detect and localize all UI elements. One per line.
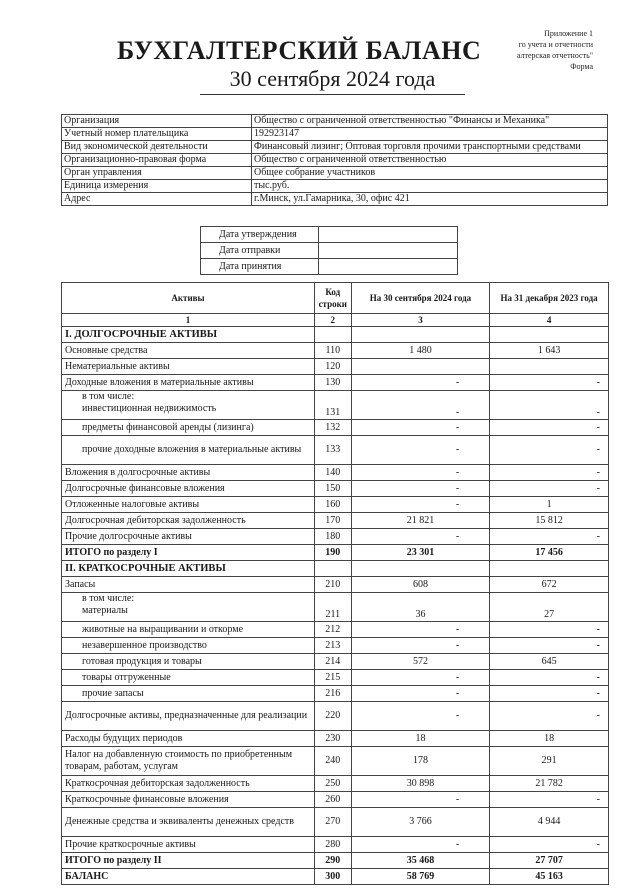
value-previous: 27 <box>490 593 609 622</box>
value-current: 178 <box>351 747 490 776</box>
row-label: Долгосрочная дебиторская задолженность <box>62 513 315 529</box>
balance-sheet-table <box>61 282 609 885</box>
row-label: животные на выращивании и откорме <box>62 622 315 638</box>
value-current <box>351 561 490 577</box>
row-label: Расходы будущих периодов <box>62 731 315 747</box>
table-row <box>62 391 609 420</box>
value-previous: - <box>490 481 609 497</box>
table-row <box>62 776 609 792</box>
row-code: 150 <box>314 481 351 497</box>
row-code: 132 <box>314 420 351 436</box>
value-current: - <box>351 497 490 513</box>
row-code: 170 <box>314 513 351 529</box>
row-code: 130 <box>314 375 351 391</box>
row-code: 260 <box>314 792 351 808</box>
row-label: I. ДОЛГОСРОЧНЫЕ АКТИВЫ <box>62 327 315 343</box>
row-label: предметы финансовой аренды (лизинга) <box>62 420 315 436</box>
table-row <box>62 375 609 391</box>
value-previous: - <box>490 375 609 391</box>
date-row <box>201 259 458 275</box>
row-code: 210 <box>314 577 351 593</box>
table-row <box>62 465 609 481</box>
info-value: 192923147 <box>252 128 608 141</box>
info-value: Общество с ограниченной ответственностью "Финансы и Механика" <box>252 115 608 128</box>
col-header-current: На 30 сентября 2024 года <box>351 283 490 314</box>
row-code: 214 <box>314 654 351 670</box>
info-row <box>62 167 608 180</box>
value-current: - <box>351 792 490 808</box>
date-value <box>319 243 458 259</box>
row-code: 190 <box>314 545 351 561</box>
row-label: прочие доходные вложения в материальные активы <box>62 436 315 465</box>
table-row <box>62 837 609 853</box>
info-row <box>62 154 608 167</box>
row-code: 240 <box>314 747 351 776</box>
section-header-row <box>62 327 609 343</box>
table-row <box>62 513 609 529</box>
table-row <box>62 622 609 638</box>
value-previous: 672 <box>490 577 609 593</box>
value-previous: - <box>490 638 609 654</box>
table-row <box>62 436 609 465</box>
info-key: Учетный номер плательщика <box>62 128 252 141</box>
info-value: Финансовый лизинг; Оптовая торговля прочими транспортными средствами <box>252 141 608 154</box>
row-code <box>314 327 351 343</box>
value-previous: 15 812 <box>490 513 609 529</box>
value-current: 608 <box>351 577 490 593</box>
value-current: 36 <box>351 593 490 622</box>
value-current: - <box>351 481 490 497</box>
col-index: 4 <box>490 314 609 327</box>
row-code: 110 <box>314 343 351 359</box>
row-label: Денежные средства и эквиваленты денежных средств <box>62 808 315 837</box>
table-row <box>62 792 609 808</box>
row-label: ИТОГО по разделу I <box>62 545 315 561</box>
value-previous: - <box>490 702 609 731</box>
value-current: 35 468 <box>351 853 490 869</box>
value-current: 572 <box>351 654 490 670</box>
row-code: 212 <box>314 622 351 638</box>
row-code: 133 <box>314 436 351 465</box>
organization-info-table <box>61 114 608 206</box>
row-code: 300 <box>314 869 351 885</box>
appendix-line: Приложение 1 <box>544 29 593 38</box>
info-row <box>62 128 608 141</box>
row-code: 290 <box>314 853 351 869</box>
value-current: - <box>351 420 490 436</box>
date-row <box>201 227 458 243</box>
row-code: 211 <box>314 593 351 622</box>
row-label: Прочие долгосрочные активы <box>62 529 315 545</box>
row-label: Долгосрочные активы, предназначенные для реализации <box>62 702 315 731</box>
value-current: - <box>351 465 490 481</box>
table-row <box>62 869 609 885</box>
table-row <box>62 420 609 436</box>
row-label: незавершенное производство <box>62 638 315 654</box>
value-previous: 1 643 <box>490 343 609 359</box>
row-code: 120 <box>314 359 351 375</box>
row-label: БАЛАНС <box>62 869 315 885</box>
row-label-text: материалы <box>82 605 128 616</box>
date-label: Дата отправки <box>201 243 319 259</box>
row-label: Долгосрочные финансовые вложения <box>62 481 315 497</box>
row-code: 215 <box>314 670 351 686</box>
row-code: 280 <box>314 837 351 853</box>
table-row <box>62 545 609 561</box>
value-current <box>351 327 490 343</box>
col-header-previous: На 31 декабря 2023 года <box>490 283 609 314</box>
date-label: Дата утверждения <box>201 227 319 243</box>
value-current: - <box>351 670 490 686</box>
row-label: Доходные вложения в материальные активы <box>62 375 315 391</box>
value-current: 18 <box>351 731 490 747</box>
table-row <box>62 686 609 702</box>
row-label: Налог на добавленную стоимость по приобретенным товарам, работам, услугам <box>62 747 315 776</box>
value-previous: 645 <box>490 654 609 670</box>
table-row <box>62 638 609 654</box>
row-label: Основные средства <box>62 343 315 359</box>
info-value: тыс.руб. <box>252 180 608 193</box>
row-label: ИТОГО по разделу II <box>62 853 315 869</box>
row-code: 220 <box>314 702 351 731</box>
value-previous: 4 944 <box>490 808 609 837</box>
row-code: 216 <box>314 686 351 702</box>
info-value: Общество с ограниченной ответственностью <box>252 154 608 167</box>
info-row <box>62 115 608 128</box>
value-previous: 45 163 <box>490 869 609 885</box>
value-current: - <box>351 375 490 391</box>
appendix-line: Форма <box>570 62 593 71</box>
info-row <box>62 193 608 206</box>
value-previous: 21 782 <box>490 776 609 792</box>
date-value <box>319 227 458 243</box>
value-current: 30 898 <box>351 776 490 792</box>
table-row <box>62 593 609 622</box>
value-previous: 1 <box>490 497 609 513</box>
value-previous: - <box>490 622 609 638</box>
info-key: Единица измерения <box>62 180 252 193</box>
col-index: 1 <box>62 314 315 327</box>
row-label: Краткосрочные финансовые вложения <box>62 792 315 808</box>
value-previous: - <box>490 436 609 465</box>
value-previous: 18 <box>490 731 609 747</box>
col-index: 2 <box>314 314 351 327</box>
value-previous: 17 456 <box>490 545 609 561</box>
value-previous: 291 <box>490 747 609 776</box>
appendix-line: го учета и отчетности <box>518 40 593 49</box>
table-row <box>62 853 609 869</box>
col-index: 3 <box>351 314 490 327</box>
value-current: - <box>351 622 490 638</box>
table-row <box>62 529 609 545</box>
value-previous: - <box>490 792 609 808</box>
value-previous <box>490 561 609 577</box>
column-index-row <box>62 314 609 327</box>
info-value: г.Минск, ул.Гамарника, 30, офис 421 <box>252 193 608 206</box>
row-label-prefix: в том числе: <box>82 593 135 604</box>
appendix-line: алтерская отчетность" <box>516 51 593 60</box>
row-code: 250 <box>314 776 351 792</box>
value-current <box>351 359 490 375</box>
row-label: Нематериальные активы <box>62 359 315 375</box>
header-row <box>62 283 609 314</box>
value-current: - <box>351 436 490 465</box>
value-previous <box>490 359 609 375</box>
info-key: Организационно-правовая форма <box>62 154 252 167</box>
value-current: - <box>351 638 490 654</box>
row-label: Запасы <box>62 577 315 593</box>
table-row <box>62 654 609 670</box>
row-label: II. КРАТКОСРОЧНЫЕ АКТИВЫ <box>62 561 315 577</box>
row-code: 213 <box>314 638 351 654</box>
info-value: Общее собрание участников <box>252 167 608 180</box>
info-row <box>62 141 608 154</box>
row-label: Прочие краткосрочные активы <box>62 837 315 853</box>
value-previous: - <box>490 465 609 481</box>
section-header-row <box>62 561 609 577</box>
row-label: Вложения в долгосрочные активы <box>62 465 315 481</box>
table-row <box>62 670 609 686</box>
value-previous: 27 707 <box>490 853 609 869</box>
value-current: - <box>351 837 490 853</box>
row-code: 230 <box>314 731 351 747</box>
value-current: - <box>351 391 490 420</box>
date-label: Дата принятия <box>201 259 319 275</box>
row-code: 160 <box>314 497 351 513</box>
row-code: 140 <box>314 465 351 481</box>
col-header-code: Код строки <box>314 283 351 314</box>
value-current: 3 766 <box>351 808 490 837</box>
value-previous: - <box>490 837 609 853</box>
row-label: готовая продукция и товары <box>62 654 315 670</box>
value-current: 23 301 <box>351 545 490 561</box>
value-current: 58 769 <box>351 869 490 885</box>
table-row <box>62 577 609 593</box>
table-row <box>62 343 609 359</box>
value-current: - <box>351 686 490 702</box>
row-label <box>62 391 315 420</box>
value-previous: - <box>490 420 609 436</box>
row-code: 131 <box>314 391 351 420</box>
row-label-text: инвестиционная недвижимость <box>82 403 217 414</box>
value-previous: - <box>490 391 609 420</box>
appendix-note <box>517 28 593 72</box>
info-key: Вид экономической деятельности <box>62 141 252 154</box>
dates-table <box>200 226 458 275</box>
row-label-prefix: в том числе: <box>82 391 135 402</box>
col-header-assets: Активы <box>62 283 315 314</box>
value-previous: - <box>490 529 609 545</box>
row-label: Краткосрочная дебиторская задолженность <box>62 776 315 792</box>
row-label <box>62 593 315 622</box>
value-current: - <box>351 529 490 545</box>
report-date: 30 сентября 2024 года <box>200 66 465 95</box>
table-row <box>62 731 609 747</box>
table-row <box>62 481 609 497</box>
info-key: Орган управления <box>62 167 252 180</box>
row-label: Отложенные налоговые активы <box>62 497 315 513</box>
date-value <box>319 259 458 275</box>
row-label: прочие запасы <box>62 686 315 702</box>
row-code <box>314 561 351 577</box>
value-current: 21 821 <box>351 513 490 529</box>
info-key: Организация <box>62 115 252 128</box>
row-code: 180 <box>314 529 351 545</box>
date-row <box>201 243 458 259</box>
value-current: 1 480 <box>351 343 490 359</box>
table-row <box>62 359 609 375</box>
value-previous: - <box>490 670 609 686</box>
table-row <box>62 747 609 776</box>
value-previous: - <box>490 686 609 702</box>
value-previous <box>490 327 609 343</box>
table-row <box>62 497 609 513</box>
table-row <box>62 702 609 731</box>
table-row <box>62 808 609 837</box>
title-text: БУХГАЛТЕРСКИЙ БАЛАНС <box>117 36 482 65</box>
row-code: 270 <box>314 808 351 837</box>
value-current: - <box>351 702 490 731</box>
info-row <box>62 180 608 193</box>
row-label: товары отгруженные <box>62 670 315 686</box>
info-key: Адрес <box>62 193 252 206</box>
